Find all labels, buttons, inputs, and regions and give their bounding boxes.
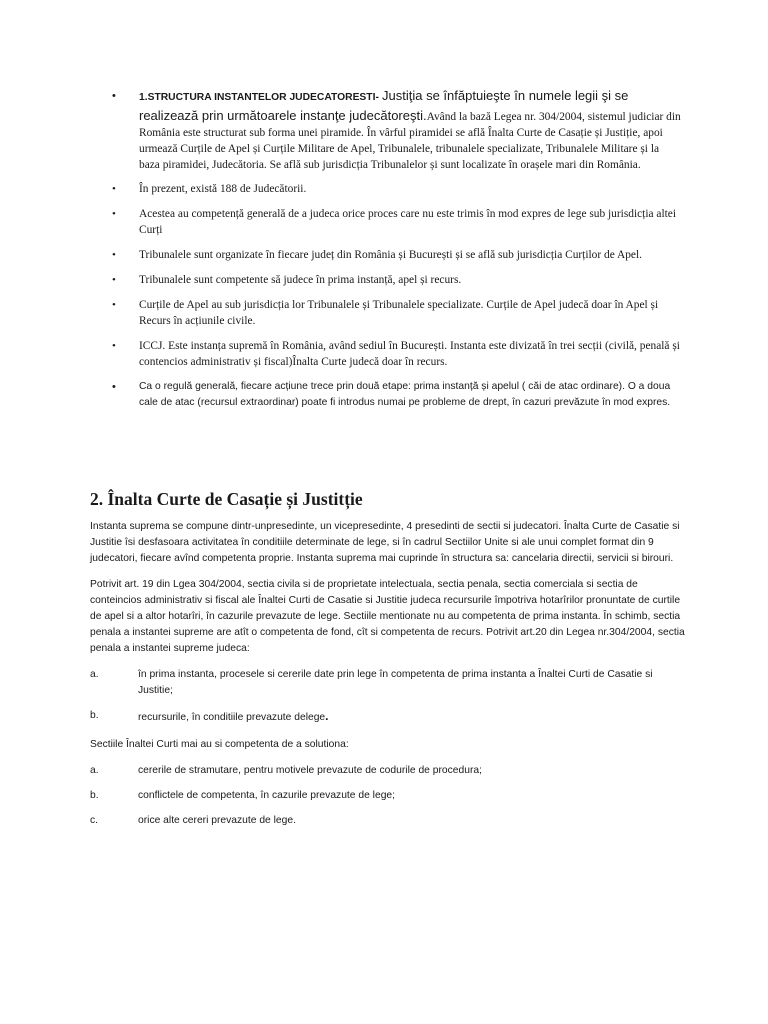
bullet-marker: • <box>112 183 116 195</box>
bullet-marker: • <box>112 249 116 261</box>
bullet-text: Curțile de Apel au sub jurisdicția lor Tribunalele și Tribunalele specializate. Curțile de Apel judecă doar în Apel și Recurs în acțiunile civile. <box>139 299 659 327</box>
list-item-text: conflictele de competenta, în cazurile prevazute de lege; <box>138 790 396 801</box>
list-item-text: orice alte cereri prevazute de lege. <box>138 815 296 826</box>
bullet-marker: • <box>112 90 116 102</box>
list-marker: b. <box>90 710 99 721</box>
bullet-item-cai-de-atac <box>112 379 682 411</box>
structure-bullet-list <box>112 86 682 420</box>
bullet-item-competenta-generala <box>112 206 682 238</box>
paragraph-competence: Potrivit art. 19 din Lgea 304/2004, sectia civila si de proprietate intelectuala, sectia penala, sectia comerciala si sectia de conteincios administrativ si fiscal ale Înaltei Curti de Casatie si Justitie judeca recursurile împotriva hotarîrilor pronuntate de curtile de apel si a altor hotarîri, în cazurile prevazute de lege. Sectiile mentionate nu au competenta de prima instanta. În schimb, sectia penala a instantei supreme are atît o competenta de fond, cît si competenta de recurs. Potrivit art.20 din Legea nr.304/2004, sectia penala a instantei supreme judeca: <box>90 579 685 654</box>
bullet-title: 1.STRUCTURA INSTANTELOR JUDECATORESTI- <box>139 92 379 103</box>
section-heading: 2. Înalta Curte de Casație și Justitție <box>90 489 363 509</box>
paragraph-composition: Instanta suprema se compune dintr-unpresedinte, un vicepresedinte, 4 presedinti de sectii si judecatori. Înalta Curte de Casatie si Justitie îsi desfasoara activitatea în conditiile determinate de lege, si în cadrul Sectiilor Unite si ale unui complet format din 9 judecatori, fiecare avînd competenta proprie. Instanta suprema mai cuprinde în structura sa: cancelaria directii, servicii si birouri. <box>90 521 680 564</box>
section-body <box>90 519 688 838</box>
bullet-marker: • <box>112 208 116 220</box>
list-item-alte-cereri <box>90 813 688 829</box>
list-item-recursurile <box>90 708 688 726</box>
bullet-marker: • <box>112 299 116 311</box>
bullet-item-curti-de-apel <box>112 297 682 329</box>
list-marker: a. <box>90 765 99 776</box>
bullet-text: În prezent, există 188 de Judecătorii. <box>139 183 307 195</box>
bullet-text: Acestea au competență generală de a judeca orice proces care nu este trimis în mod expres de lege sub jurisdicția altei Curți <box>139 208 677 236</box>
bullet-item-tribunale-competente <box>112 272 682 288</box>
list-item-end-mark: . <box>325 709 329 723</box>
list-item-stramutare <box>90 763 688 779</box>
list-marker: c. <box>90 815 99 826</box>
bullet-marker: • <box>112 340 116 352</box>
bullet-intro-text: Justiţia se înfăptuieşte în numele legii şi se realizează prin următoarele instanţe judecătoreşti. <box>139 88 629 123</box>
bullet-item-structure <box>112 86 682 173</box>
paragraph-sectii: Sectiile Înaltei Curti mai au si competenta de a solutiona: <box>90 739 349 750</box>
bullet-text: Ca o regulă generală, fiecare acțiune trece prin două etape: prima instanță și apelul ( căi de atac ordinare). O a doua cale de atac (recursul extraordinar) poate fi introdus numai pe probleme de drept, în cazuri prevăzute în mod expres. <box>139 381 671 408</box>
bullet-text: Tribunalele sunt organizate în fiecare județ din România și București și se află sub jurisdicția Curților de Apel. <box>139 249 642 261</box>
list-item-text: cererile de stramutare, pentru motivele prevazute de codurile de procedura; <box>138 765 482 776</box>
list-item-prima-instanta <box>90 667 688 699</box>
bullet-text: Tribunalele sunt competente să judece în prima instanță, apel și recurs. <box>139 274 462 286</box>
list-item-text: în prima instanta, procesele si cererile date prin lege în competenta de prima instanta a Înaltei Curti de Casatie si Justitie; <box>138 669 653 696</box>
bullet-item-tribunale-organizare <box>112 247 682 263</box>
list-item-text: recursurile, în conditiile prevazute delege <box>138 712 326 723</box>
bullet-text: ICCJ. Este instanța supremă în România, având sediul în București. Instanta este divizată în trei secții (civilă, penală și contencios administrativ și fiscal)Înalta Curte judecă doar în recurs. <box>139 340 680 368</box>
list-marker: b. <box>90 790 99 801</box>
bullet-text: Având la bază Legea nr. 304/2004, sistemul judiciar din România este structurat sub forma unei piramide. În vârful piramidei se află Înalta Curte de Casație și Justiție, apoi urmează Curțile de Apel și Curțile Militare de Apel, Tribunalele, tribunalele specializate, Tribunalele Militare și la baza piramidei, Judecătoria. Se află sub jurisdicția Tribunalelor și sunt localizate în orașele mari din România. <box>139 111 681 171</box>
bullet-item-judecatorii-count <box>112 181 682 197</box>
list-item-conflicte <box>90 788 688 804</box>
list-marker: a. <box>90 669 99 680</box>
bullet-marker: • <box>112 381 116 393</box>
bullet-item-iccj <box>112 338 682 370</box>
bullet-marker: • <box>112 274 116 286</box>
